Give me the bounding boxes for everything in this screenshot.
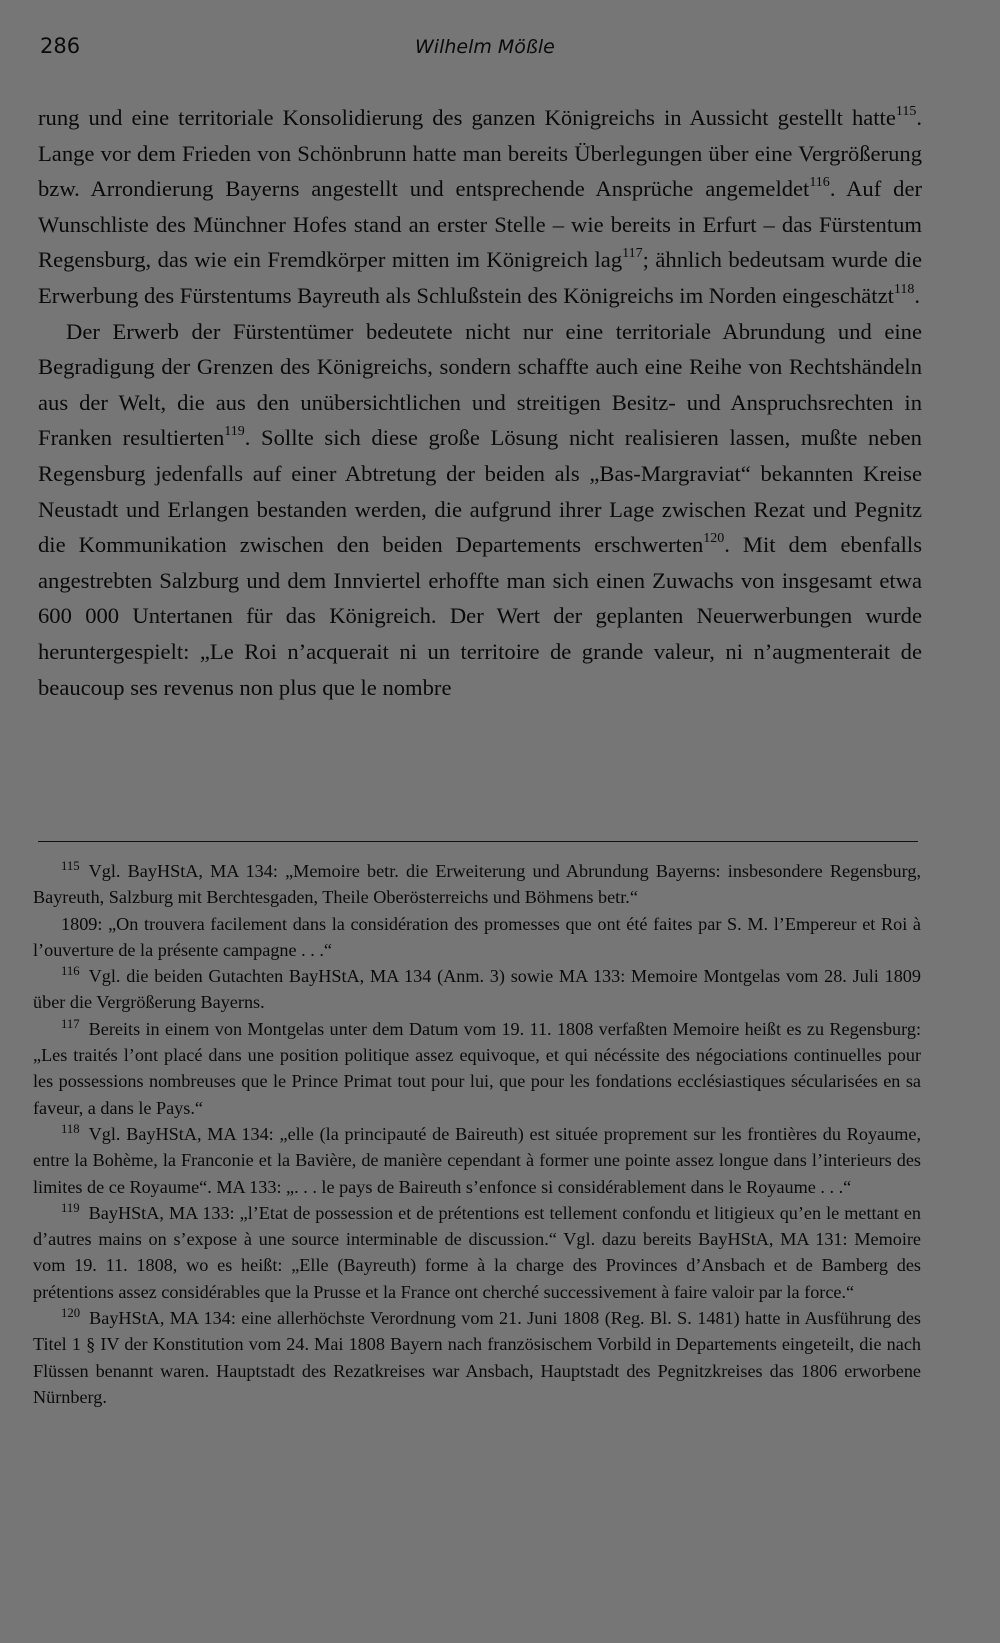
footnote-ref-116: 116 (809, 175, 830, 191)
paragraph-2 (38, 314, 922, 706)
footnote (33, 911, 921, 964)
text-run: . Lange vor dem Frieden von Schönbrunn hatte man bereits Überlegungen über eine Vergrößerung bzw. Arrondierung Bayerns angestellt und entsprechende Ansprüche angemeldet (38, 105, 922, 202)
footnote-ref-115: 115 (895, 104, 917, 120)
footnote-text: Bereits in einem von Montgelas unter dem Datum vom 19. 11. 1808 verfaßten Memoire heißt es zu Regensburg: „Les traités l’ont placé dans une position politique assez equivoque, et qui nécéssite des négociations continuelles pour les possessions nombreuses que le Prince Primat tout pour lui, que pour les fondations ecclésiastiques sécularisées en sa faveur, a dans le Pays.“ (33, 1018, 921, 1118)
running-head-author: Wilhelm Mößle (415, 36, 555, 58)
footnote-ref-118: 118 (893, 282, 915, 298)
footnote-ref-120: 120 (703, 531, 725, 547)
footnote-number: 115 (61, 859, 80, 873)
footnote (33, 1121, 921, 1200)
footnote-number: 116 (61, 964, 80, 979)
footnote-ref-117: 117 (622, 246, 643, 262)
footnote-divider (38, 841, 918, 842)
text-run: rung und eine territoriale Konsolidierung des ganzen Königreichs in Aussicht gestellt hatte (38, 105, 896, 130)
text-run: . Sollte sich diese große Lösung nicht realisieren lassen, mußte neben Regensburg jedenfalls auf einer Abtretung der beiden als „Bas-Margraviat“ bekannten Kreise Neustadt und Erlangen bestanden werden, die aufgrund ihrer Lage zwischen Rezat und Pegnitz die Kommunikation zwischen den beiden Departements erschwerten (38, 425, 922, 558)
footnote-text: BayHStA, MA 133: „l’Etat de possession et de prétentions est tellement confondu et litigieux qu’en le mettant en d’autres mains on s’expose à une source interminable de discussion.“ Vgl. dazu bereits BayHStA, MA 131: Memoire vom 19. 11. 1808, wo es heißt: „Elle (Bayreuth) forme à la charge des Provinces d’Ansbach et de Bamberg des prétentions assez considérables que la Prusse et la France ont cherché successivement à faire valoir par la force.“ (33, 1202, 921, 1302)
text-run: ; ähnlich bedeutsam wurde die Erwerbung des Fürstentums Bayreuth als Schlußstein des Königreichs im Norden eingeschätzt (38, 247, 922, 308)
footnote (33, 963, 921, 1016)
footnote-number: 118 (61, 1121, 80, 1136)
footnote-text: 1809: „On trouvera facilement dans la considération des promesses que ont été faites par S. M. l’Empereur et Roi à l’ouverture de la présente campagne . . .“ (33, 913, 921, 960)
text-run: . Mit dem ebenfalls angestrebten Salzburg und dem Innviertel erhoffte man sich einen Zuwachs von insgesamt etwa 600 000 Untertanen für das Königreich. Der Wert der geplanten Neuerwerbungen wurde heruntergespielt: „Le Roi n’acquerait ni un territoire de grande valeur, ni n’augmenterait de beaucoup ses revenus non plus que le nombre (38, 532, 922, 700)
page-number: 286 (40, 34, 81, 58)
footnote (33, 1305, 921, 1410)
footnote-text: Vgl. die beiden Gutachten BayHStA, MA 134 (Anm. 3) sowie MA 133: Memoire Montgelas vom 28. Juli 1809 über die Vergrößerung Bayerns. (33, 966, 921, 1013)
page-header (40, 34, 920, 64)
footnote-text: BayHStA, MA 134: eine allerhöchste Verordnung vom 21. Juni 1808 (Reg. Bl. S. 1481) hatte in Ausführung des Titel 1 § IV der Konstitution vom 24. Mai 1808 Bayern nach französischem Vorbild in Departements eingeteilt, die nach Flüssen benannt waren. Hauptstadt des Rezatkreises war Ansbach, Hauptstadt des Pegnitzkreises das 1806 erworbene Nürnberg. (33, 1308, 921, 1407)
main-text (38, 100, 922, 705)
text-run: Der Erwerb der Fürstentümer bedeutete nicht nur eine territoriale Abrundung und eine Begradigung der Grenzen des Königreichs, sondern schaffte auch eine Reihe von Rechtshändeln aus der Welt, die aus den unübersichtlichen und streitigen Besitz- und Anspruchsrechten in Franken resultierten (38, 318, 922, 451)
footnote-number: 117 (61, 1016, 80, 1031)
footnote (33, 858, 921, 911)
footnote-number: 120 (61, 1306, 81, 1321)
text-run: . Auf der Wunschliste des Münchner Hofes stand an erster Stelle – wie bereits in Erfurt – das Fürstentum Regensburg, das wie ein Fremdkörper mitten im Königreich lag (38, 176, 922, 273)
text-run: . (914, 282, 921, 308)
footnote-number: 119 (61, 1200, 80, 1215)
footnote (33, 1016, 921, 1121)
footnote (33, 1200, 921, 1305)
footnote-text: Vgl. BayHStA, MA 134: „Memoire betr. die Erweiterung und Abrundung Bayerns: insbesondere Regensburg, Bayreuth, Salzburg mit Berchtesgaden, Theile Oberösterreichs und Böhmens betr.“ (33, 861, 921, 908)
paragraph-1 (38, 100, 922, 314)
footnote-ref-119: 119 (224, 424, 245, 440)
footnote-text: Vgl. BayHStA, MA 134: „elle (la principauté de Baireuth) est située proprement sur les frontières du Royaume, entre la Bohème, la Franconie et la Bavière, de manière cependant à former une pointe assez longue dans l’interieurs des limites de ce Royaume“. MA 133: „. . . le pays de Baireuth s’enfonce si considérablement dans le Royaume . . .“ (33, 1123, 921, 1197)
footnotes (33, 858, 921, 1410)
